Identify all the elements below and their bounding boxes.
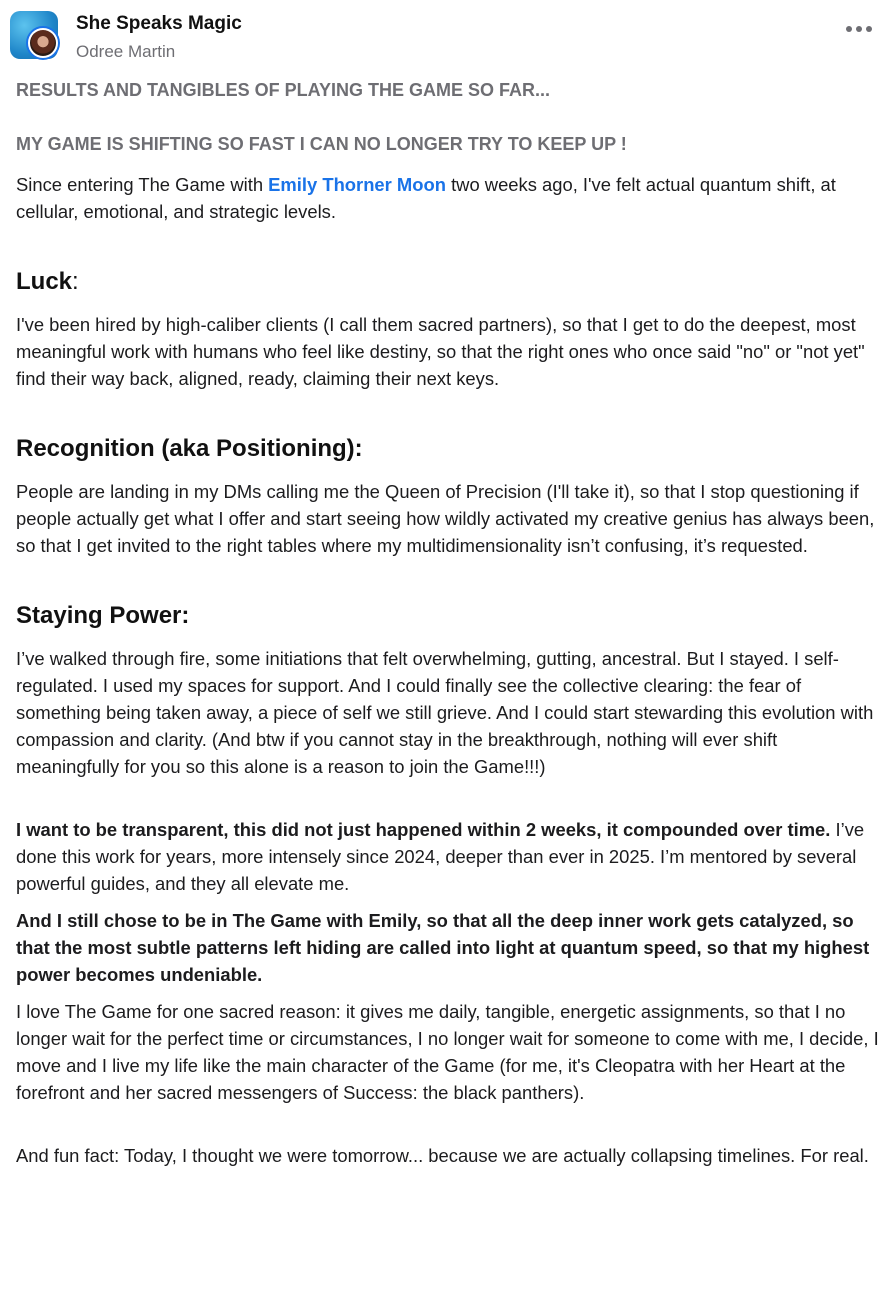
- luck-heading-text: Luck: [16, 268, 73, 295]
- caps-heading-2: MY GAME IS SHIFTING SO FAST I CAN NO LONGER TRY TO KEEP UP !: [16, 134, 627, 154]
- staying-heading-text: Staying Power:: [16, 602, 190, 629]
- post-header: [0, 0, 894, 70]
- ellipsis-icon[interactable]: [846, 26, 872, 32]
- chose-bold: And I still chose to be in The Game with Emily, so that all the deep inner work gets catalyzed, so that the most subtle patterns left hiding are called into light at quantum speed, so that my highest power becomes undeniable.: [16, 910, 870, 985]
- love-paragraph: I love The Game for one sacred reason: it gives me daily, tangible, energetic assignments, so that I no longer wait for the perfect time or circumstances, I no longer wait for someone to come with me, I decide, I move and I live my life like the main character of the Game (for me, it's Cleopatra with her Heart at the forefront and her sacred messengers of Success: the black panthers).: [16, 1001, 879, 1103]
- caps-heading-1: RESULTS AND TANGIBLES OF PLAYING THE GAME SO FAR...: [16, 80, 551, 100]
- mention-link[interactable]: Emily Thorner Moon: [268, 174, 446, 195]
- intro-text: Since entering The Game with: [16, 174, 269, 195]
- luck-colon: :: [72, 268, 79, 295]
- avatar-photo: [30, 30, 56, 56]
- intro-paragraph: [16, 171, 880, 225]
- recognition-paragraph: People are landing in my DMs calling me the Queen of Precision (I'll take it), so that I stop questioning if people actually get what I offer and start seeing how wildly activated my creative genius has always been, so that I get invited to the right tables where my multidimensionality isn’t confusing, it’s requested.: [16, 481, 875, 556]
- transparent-paragraph: [16, 816, 880, 897]
- recognition-heading-text: Recognition (aka Positioning):: [16, 435, 363, 462]
- group-name[interactable]: She Speaks Magic: [76, 13, 242, 34]
- intro-text-end: two weeks ago, I've felt actual quantum shift, at cellular, emotional, and strategic levels.: [16, 174, 836, 222]
- author-name[interactable]: Odree Martin: [76, 42, 176, 61]
- luck-paragraph: I've been hired by high-caliber clients (I call them sacred partners), so that I get to do the deepest, most meaningful work with humans who feel like destiny, so that the right ones who once said "no" or "not yet" find their way back, aligned, ready, claiming their next keys.: [16, 314, 865, 389]
- fun-fact-paragraph: And fun fact: Today, I thought we were tomorrow... because we are actually collapsing timelines. For real.: [16, 1145, 869, 1166]
- user-avatar[interactable]: [26, 26, 60, 60]
- recognition-heading: [16, 434, 880, 464]
- transparent-bold: I want to be transparent, this did not just happened within 2 weeks, it compounded over time.: [16, 819, 831, 840]
- luck-heading: [16, 267, 880, 297]
- staying-heading: [16, 601, 880, 631]
- staying-paragraph: I’ve walked through fire, some initiations that felt overwhelming, gutting, ancestral. But I stayed. I self-regulated. I used my spaces for support. And I could finally see the collective clearing: the fear of something being taken away, a piece of self we still grieve. And I could start stewarding this evolution with compassion and clarity. (And btw if you cannot stay in the breakthrough, nothing will ever shift meaningfully for you so this alone is a reason to join the Game!!!): [16, 648, 874, 777]
- transparent-rest: I’ve done this work for years, more intensely since 2024, deeper than ever in 2025. I’m mentored by several powerful guides, and they all elevate me.: [16, 819, 865, 894]
- post-body: [0, 77, 894, 1169]
- chose-paragraph: [16, 907, 880, 988]
